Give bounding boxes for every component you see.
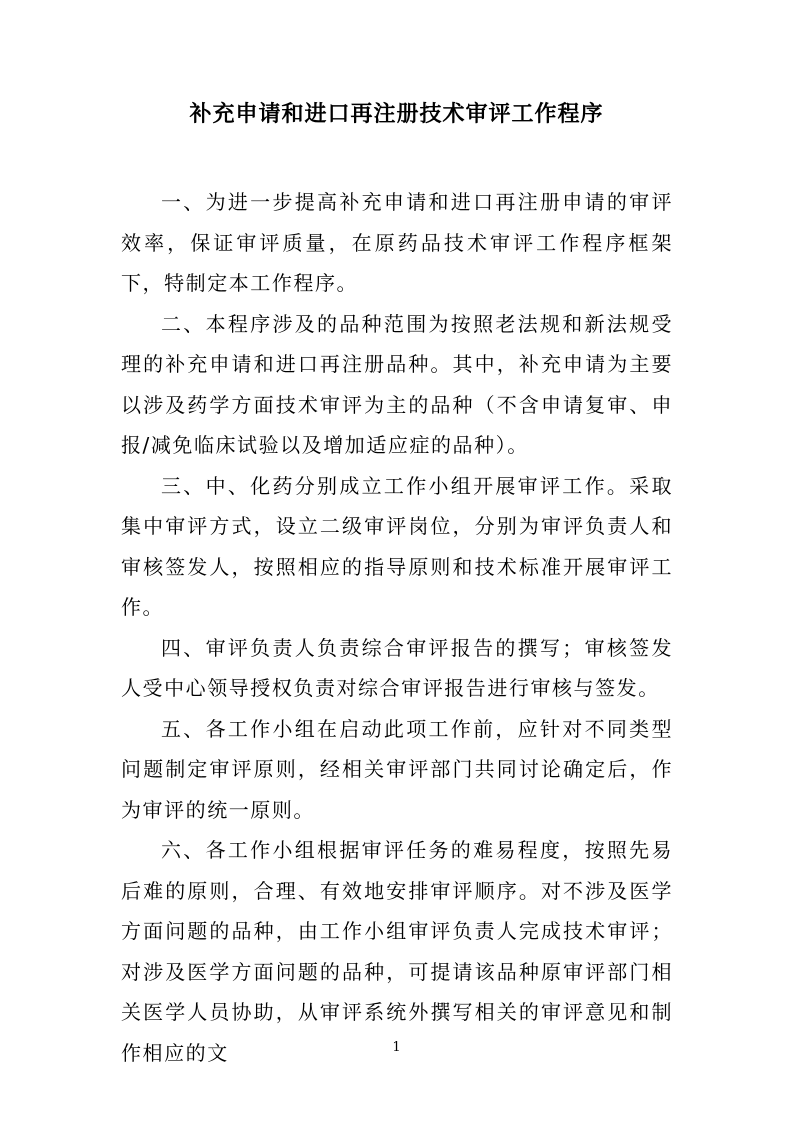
paragraph-2: 二、本程序涉及的品种范围为按照老法规和新法规受理的补充申请和进口再注册品种。其中，补充申请为主要以涉及药学方面技术审评为主的品种（不含申请复审、申报/减免临床试验以及增加适应症的品种）。 <box>121 311 673 457</box>
paragraph-5: 五、各工作小组在启动此项工作前，应针对不同类型问题制定审评原则，经相关审评部门共同讨论确定后，作为审评的统一原则。 <box>121 716 673 822</box>
paragraph-3: 三、中、化药分别成立工作小组开展审评工作。采取集中审评方式，设立二级审评岗位，分别为审评负责人和审核签发人，按照相应的指导原则和技术标准开展审评工作。 <box>121 473 673 619</box>
document-body <box>121 182 673 1073</box>
page-title: 补充申请和进口再注册技术审评工作程序 <box>189 102 604 127</box>
page-number: 1 <box>392 1040 401 1055</box>
paragraph-4: 四、审评负责人负责综合审评报告的撰写；审核签发人受中心领导授权负责对综合审评报告进行审核与签发。 <box>121 635 673 700</box>
paragraph-1: 一、为进一步提高补充申请和进口再注册申请的审评效率，保证审评质量，在原药品技术审评工作程序框架下，特制定本工作程序。 <box>121 190 673 295</box>
paragraph-6: 六、各工作小组根据审评任务的难易程度，按照先易后难的原则，合理、有效地安排审评顺序。对不涉及医学方面问题的品种，由工作小组审评负责人完成技术审评；对涉及医学方面问题的品种，可提请该品种原审评部门相关医学人员协助，从审评系统外撰写相关的审评意见和制作相应的文 <box>121 838 673 1065</box>
